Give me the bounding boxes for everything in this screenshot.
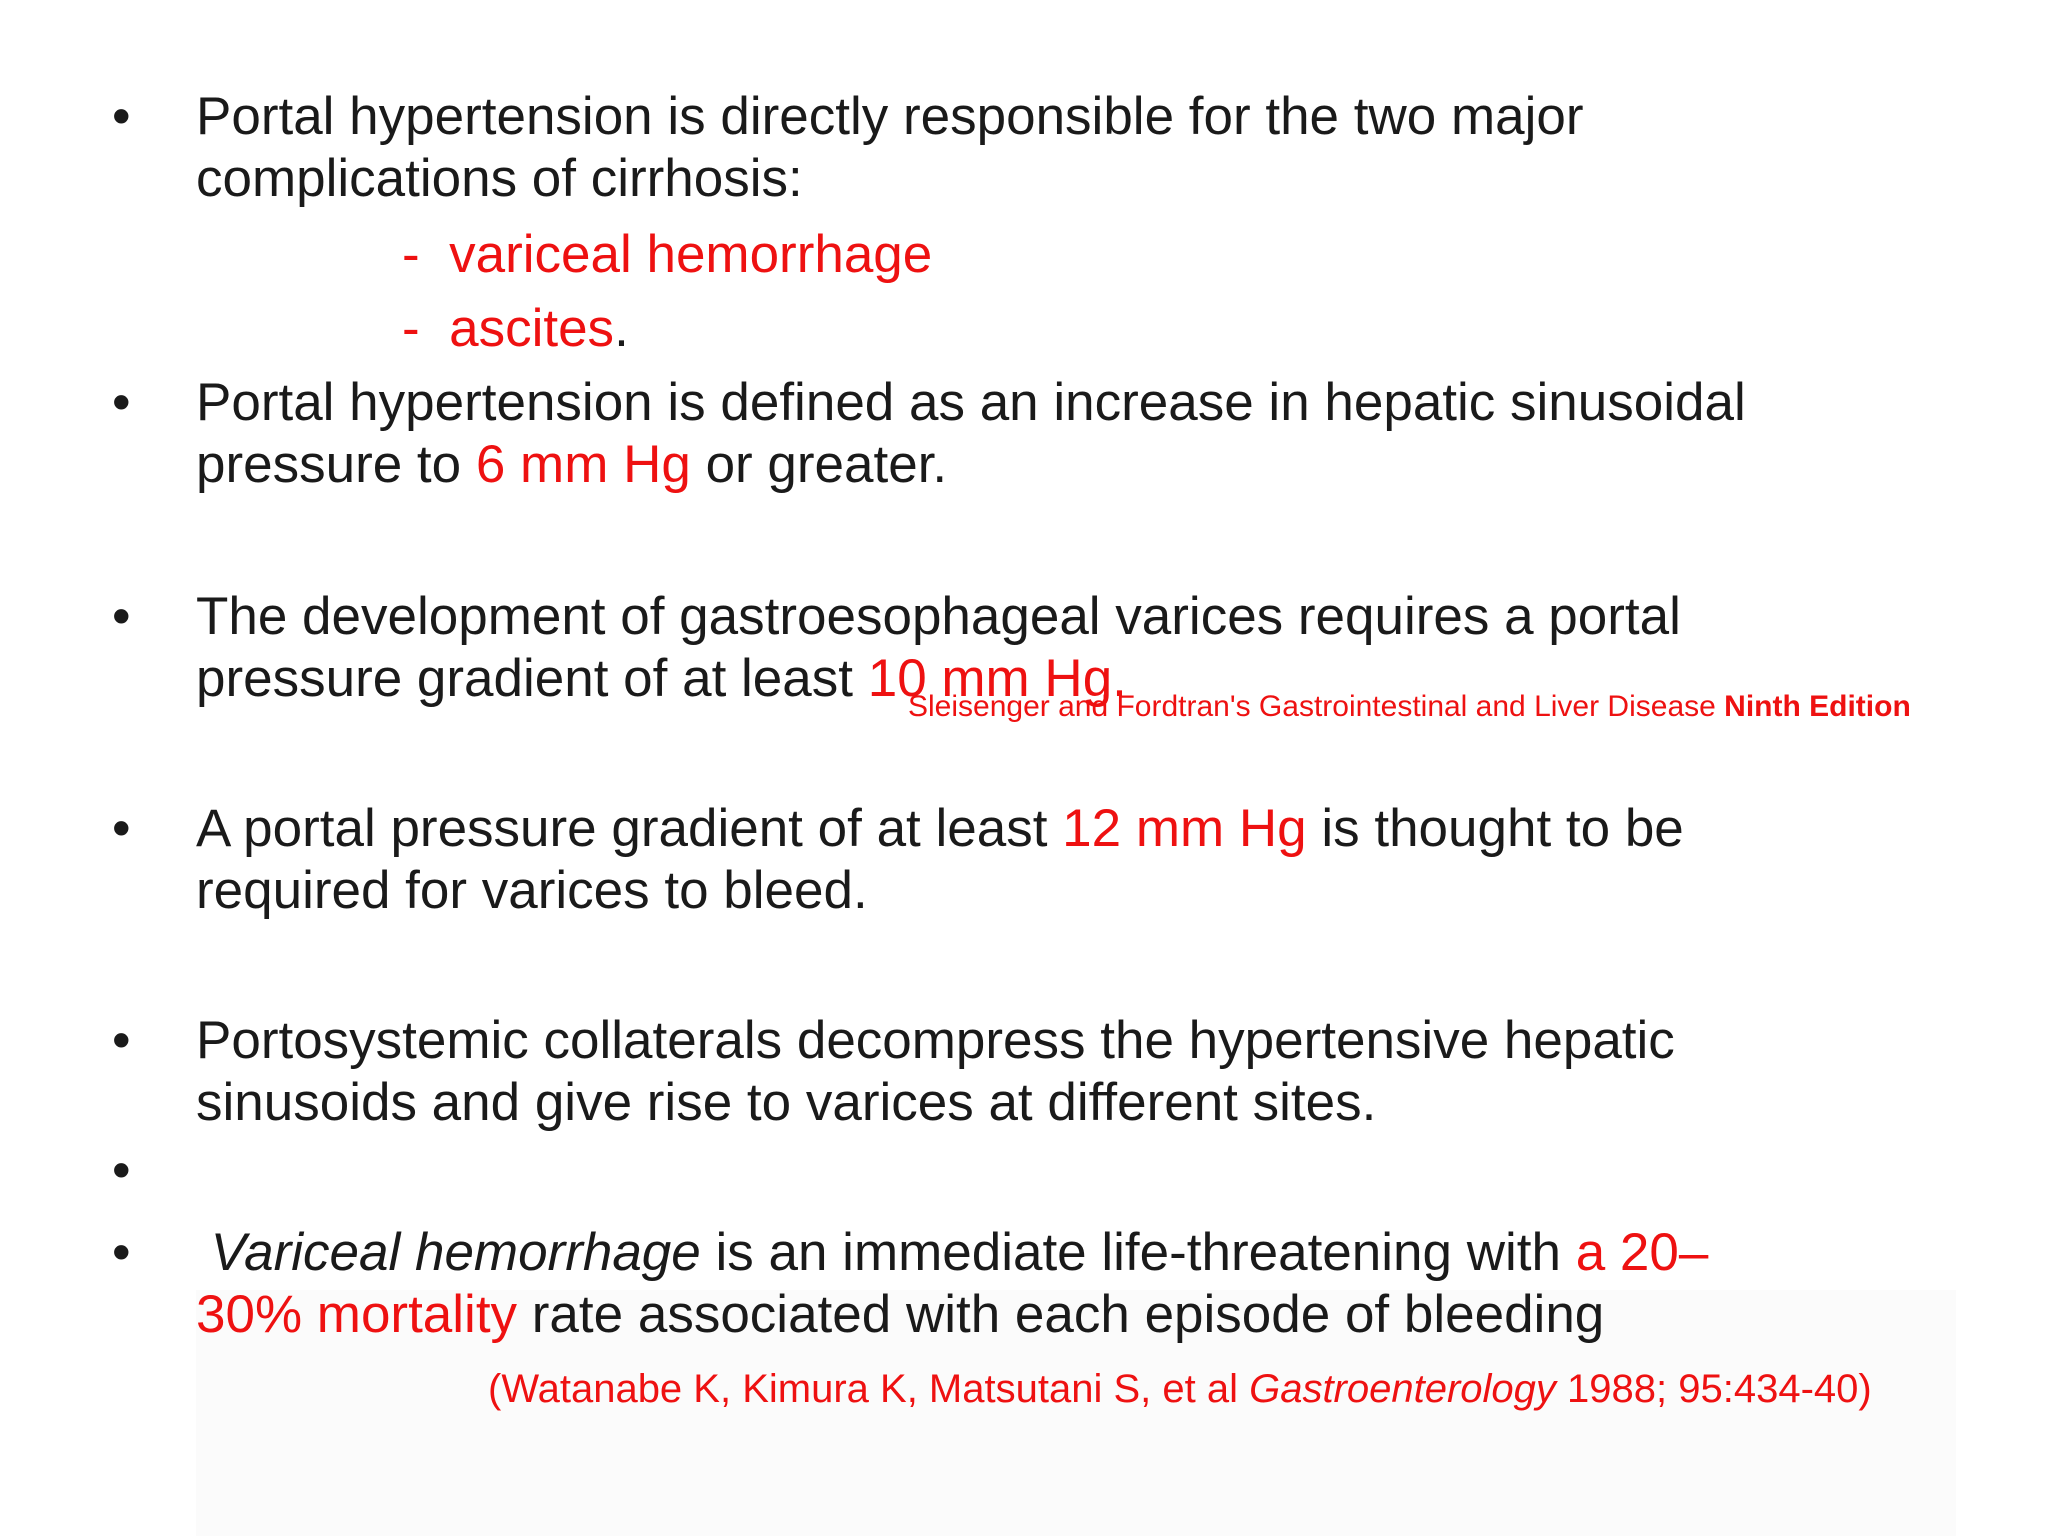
bullet-7: • — [112, 1223, 131, 1282]
text-segment: rate associated with each episode of bleeding — [517, 1285, 1605, 1344]
bullet-4: • — [112, 799, 131, 858]
bullet-3-line-1: The development of gastroesophageal varices requires a portal — [196, 587, 1681, 646]
bullet-3: • — [112, 587, 131, 646]
citation-authors: (Watanabe K, Kimura K, Matsutani S, et al — [488, 1367, 1250, 1411]
bullet-2-line-2 — [196, 434, 947, 496]
bullet-2: • — [112, 373, 131, 432]
bullet-2-line-1: Portal hypertension is defined as an increase in hepatic sinusoidal — [196, 373, 1746, 432]
bullet-1-line-1: Portal hypertension is directly responsible for the two major — [196, 87, 1584, 146]
bullet-6-empty: • — [112, 1141, 131, 1200]
text-segment: or greater. — [690, 435, 948, 494]
highlight-12-mm-hg: 12 mm Hg — [1062, 799, 1307, 858]
citation-edition: Ninth Edition — [1724, 690, 1911, 723]
text-segment: pressure to — [196, 435, 476, 494]
citation-text: Sleisenger and Fordtran's Gastrointestinal and Liver Disease — [908, 690, 1725, 723]
highlight-6-mm-hg: 6 mm Hg — [475, 435, 691, 494]
text-segment: is an immediate life-threatening with — [700, 1223, 1576, 1282]
bullet-1-line-2: complications of cirrhosis: — [196, 149, 803, 208]
italic-variceal-hemorrhage: Variceal hemorrhage — [210, 1223, 701, 1282]
text-segment: pressure gradient of at least — [196, 649, 868, 708]
citation-watanabe — [488, 1364, 1872, 1414]
bullet-5-line-2: sinusoids and give rise to varices at different sites. — [196, 1073, 1377, 1132]
bullet-5: • — [112, 1011, 131, 1070]
sub-dash: - — [402, 225, 420, 284]
citation-journal: Gastroenterology — [1249, 1367, 1556, 1411]
bullet-4-line-1 — [196, 798, 1684, 860]
sub-item-period: . — [614, 299, 629, 358]
bullet-7-line-2 — [196, 1284, 1604, 1346]
highlight-mortality: 30% mortality — [196, 1285, 518, 1344]
sub-item-text: ascites — [449, 299, 615, 358]
citation-volume: 1988; 95:434-40) — [1555, 1367, 1872, 1411]
sub-item-text: variceal hemorrhage — [449, 225, 933, 284]
sub-item-variceal-hemorrhage — [402, 224, 932, 286]
sub-dash: - — [402, 299, 420, 358]
bullet-1: • — [112, 87, 131, 146]
highlight-mortality-start: a 20– — [1575, 1223, 1709, 1282]
citation-sleisenger — [908, 688, 1911, 726]
text-segment: is thought to be — [1306, 799, 1684, 858]
bullet-7-line-1 — [196, 1222, 1708, 1284]
highlight-10-mm-hg: 10 mm Hg. — [867, 649, 1127, 708]
sub-item-ascites — [402, 298, 629, 360]
bullet-4-line-2: required for varices to bleed. — [196, 861, 868, 920]
text-segment: A portal pressure gradient of at least — [196, 799, 1063, 858]
bullet-5-line-1: Portosystemic collaterals decompress the hypertensive hepatic — [196, 1011, 1675, 1070]
